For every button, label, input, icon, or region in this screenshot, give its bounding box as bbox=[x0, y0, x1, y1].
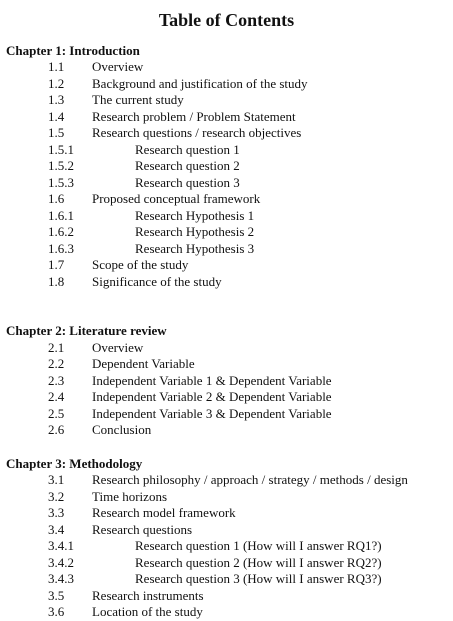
toc-entry-title: Conclusion bbox=[92, 422, 152, 437]
toc-entry-title: Background and justification of the study bbox=[92, 76, 308, 91]
toc-entry-number: 2.5 bbox=[48, 406, 65, 421]
toc-entry-title: Significance of the study bbox=[92, 274, 222, 289]
toc-entry-number: 2.1 bbox=[48, 340, 65, 355]
toc-entry-number: 3.4.1 bbox=[48, 538, 74, 553]
toc-entry-title: Research question 1 (How will I answer RQ1?) bbox=[135, 538, 382, 553]
toc-entry-number: 3.3 bbox=[48, 505, 65, 520]
chapter-3-heading: Chapter 3: Methodology bbox=[6, 456, 143, 471]
toc-entry-title: Research Hypothesis 3 bbox=[135, 241, 255, 256]
toc-entry-title: Research Hypothesis 2 bbox=[135, 224, 255, 239]
toc-entry-title: Time horizons bbox=[92, 489, 167, 504]
toc-entry-number: 3.4.2 bbox=[48, 555, 74, 570]
toc-entry-number: 2.2 bbox=[48, 356, 65, 371]
toc-entry-number: 2.6 bbox=[48, 422, 65, 437]
toc-entry-title: Proposed conceptual framework bbox=[92, 191, 261, 206]
toc-entry-number: 1.6 bbox=[48, 191, 65, 206]
chapter-2-heading: Chapter 2: Literature review bbox=[6, 323, 167, 338]
toc-entry-title: Research question 1 bbox=[135, 142, 240, 157]
toc-entry-title: Overview bbox=[92, 59, 144, 74]
toc-entry-number: 1.6.1 bbox=[48, 208, 74, 223]
toc-entry-title: Research philosophy / approach / strategy / methods / design bbox=[92, 472, 408, 487]
toc-entry-number: 3.4 bbox=[48, 522, 65, 537]
toc-entry-number: 1.3 bbox=[48, 92, 65, 107]
toc-entry-title: Research question 3 bbox=[135, 175, 240, 190]
toc-entry-title: Research question 2 bbox=[135, 158, 240, 173]
toc-entry-title: Independent Variable 2 & Dependent Variable bbox=[92, 389, 332, 404]
toc-entry-title: Dependent Variable bbox=[92, 356, 195, 371]
toc-entry-number: 3.4.3 bbox=[48, 571, 74, 586]
toc-entry-number: 3.1 bbox=[48, 472, 65, 487]
toc-entry-title: Research questions bbox=[92, 522, 193, 537]
toc-entry-title: Scope of the study bbox=[92, 257, 189, 272]
toc-entry-title: Research questions / research objectives bbox=[92, 125, 302, 140]
toc-entry-title: Overview bbox=[92, 340, 144, 355]
toc-entry-number: 1.2 bbox=[48, 76, 65, 91]
toc-entry-title: Location of the study bbox=[92, 604, 203, 619]
toc-entry-number: 3.5 bbox=[48, 588, 65, 603]
toc-entry-title: Research Hypothesis 1 bbox=[135, 208, 255, 223]
toc-entry-number: 1.5.3 bbox=[48, 175, 74, 190]
toc-entry-number: 1.4 bbox=[48, 109, 65, 124]
toc-entry-title: Research model framework bbox=[92, 505, 236, 520]
toc-entry-number: 1.6.3 bbox=[48, 241, 74, 256]
toc-entry-title: The current study bbox=[92, 92, 184, 107]
toc-entry-title: Independent Variable 1 & Dependent Variable bbox=[92, 373, 332, 388]
toc-entry-number: 3.6 bbox=[48, 604, 65, 619]
toc-entry-number: 1.6.2 bbox=[48, 224, 74, 239]
toc-entry-title: Research problem / Problem Statement bbox=[92, 109, 296, 124]
toc-entry-number: 1.5.2 bbox=[48, 158, 74, 173]
toc-entry-title: Independent Variable 3 & Dependent Variable bbox=[92, 406, 332, 421]
toc-entry-title: Research question 2 (How will I answer RQ2?) bbox=[135, 555, 382, 570]
toc-entry-number: 1.1 bbox=[48, 59, 65, 74]
toc-entry-number: 1.5.1 bbox=[48, 142, 74, 157]
toc-entry-number: 1.5 bbox=[48, 125, 65, 140]
page-title: Table of Contents bbox=[158, 10, 295, 30]
toc-entry-number: 1.7 bbox=[48, 257, 65, 272]
toc-entry-number: 2.4 bbox=[48, 389, 65, 404]
chapter-1-heading: Chapter 1: Introduction bbox=[6, 43, 140, 58]
toc-entry-number: 2.3 bbox=[48, 373, 65, 388]
toc-entry-title: Research instruments bbox=[92, 588, 204, 603]
toc-entry-title: Research question 3 (How will I answer RQ3?) bbox=[135, 571, 382, 586]
toc-entry-number: 1.8 bbox=[48, 274, 65, 289]
toc-entry-number: 3.2 bbox=[48, 489, 65, 504]
